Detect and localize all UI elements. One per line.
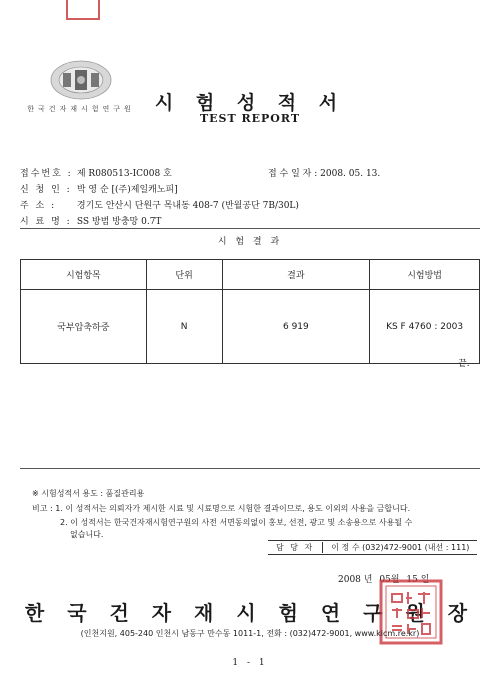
logo-institute-name: 한국건자재시험연구원 bbox=[27, 105, 135, 113]
remark-2: 2. 이 성적서는 한국건자재시험연구원의 사전 서면동의없이 홍보, 선전, 광고 및 소송용으로 사용될 수 bbox=[60, 518, 413, 527]
header-test-method: 시험방법 bbox=[370, 260, 480, 290]
applicant-address: 경기도 안산시 단원구 목내동 408-7 (반월공단 7B/30L) bbox=[76, 201, 299, 211]
receipt-number-label: 접수번호 : bbox=[20, 169, 73, 179]
section-divider bbox=[20, 228, 480, 229]
remark-2-continued: 없습니다. bbox=[70, 530, 104, 539]
organization-address: (인천지원, 405-240 인천시 남동구 만수동 1011-1, 전화 : (032)472-9001, www.kicm.re.kr) bbox=[80, 629, 420, 638]
contact-person bbox=[268, 540, 477, 555]
receipt-number-row bbox=[20, 166, 172, 179]
header-result: 결과 bbox=[222, 260, 370, 290]
issue-month: 05월 bbox=[379, 575, 400, 585]
purpose-note: ※ 시험성적서 용도 : 품질관리용 bbox=[32, 489, 145, 498]
header-unit: 단위 bbox=[146, 260, 222, 290]
issue-year: 2008 년 bbox=[338, 575, 373, 585]
applicant: 박 영 순 [(주)제일캐노피] bbox=[76, 185, 178, 195]
organization-name: 한 국 건 자 재 시 험 연 구 원 장 bbox=[24, 601, 476, 625]
cell-result: 6 919 bbox=[222, 290, 370, 364]
sample-name: SS 방범 방충망 0.7T bbox=[76, 217, 162, 227]
cell-unit: N bbox=[146, 290, 222, 364]
receipt-number: 제 R080513-IC008 호 bbox=[76, 169, 172, 179]
corner-stamp bbox=[66, 0, 100, 20]
report-title-english: TEST REPORT bbox=[199, 112, 301, 125]
table-row bbox=[21, 290, 480, 364]
remark-1: 비고 : 1. 이 성적서는 의뢰자가 제시한 시료 및 시료명으로 시험한 결과이므로, 용도 이외의 사용을 금합니다. bbox=[32, 504, 411, 513]
contact-label: 담 당 자 bbox=[268, 542, 323, 553]
address-label: 주 소 : bbox=[20, 201, 57, 211]
receipt-date: 2008. 05. 13. bbox=[320, 169, 381, 179]
notes-divider bbox=[20, 468, 480, 469]
contact-value: 이 정 수 (032)472-9001 (내선 : 111) bbox=[331, 543, 470, 552]
sample-label: 시 료 명 : bbox=[20, 217, 72, 227]
address-row bbox=[20, 198, 299, 211]
report-title-korean: 시 험 성 적 서 bbox=[154, 92, 346, 114]
results-section-title: 시 험 결 과 bbox=[217, 237, 283, 247]
applicant-label: 신 청 인 : bbox=[20, 185, 72, 195]
sample-row bbox=[20, 214, 161, 227]
results-table bbox=[20, 259, 480, 364]
page-number: 1 - 1 bbox=[232, 658, 268, 668]
results-header-row bbox=[21, 260, 480, 290]
receipt-date-label: 접 수 일 자 : bbox=[268, 169, 318, 179]
cell-test-method: KS F 4760 : 2003 bbox=[370, 290, 480, 364]
applicant-row bbox=[20, 182, 178, 195]
header-test-item: 시험항목 bbox=[21, 260, 147, 290]
end-mark: 끝. bbox=[458, 359, 470, 369]
issue-day: 15 일 bbox=[406, 575, 430, 585]
cell-test-item: 국부압축하중 bbox=[21, 290, 147, 364]
receipt-date-row bbox=[268, 166, 380, 179]
